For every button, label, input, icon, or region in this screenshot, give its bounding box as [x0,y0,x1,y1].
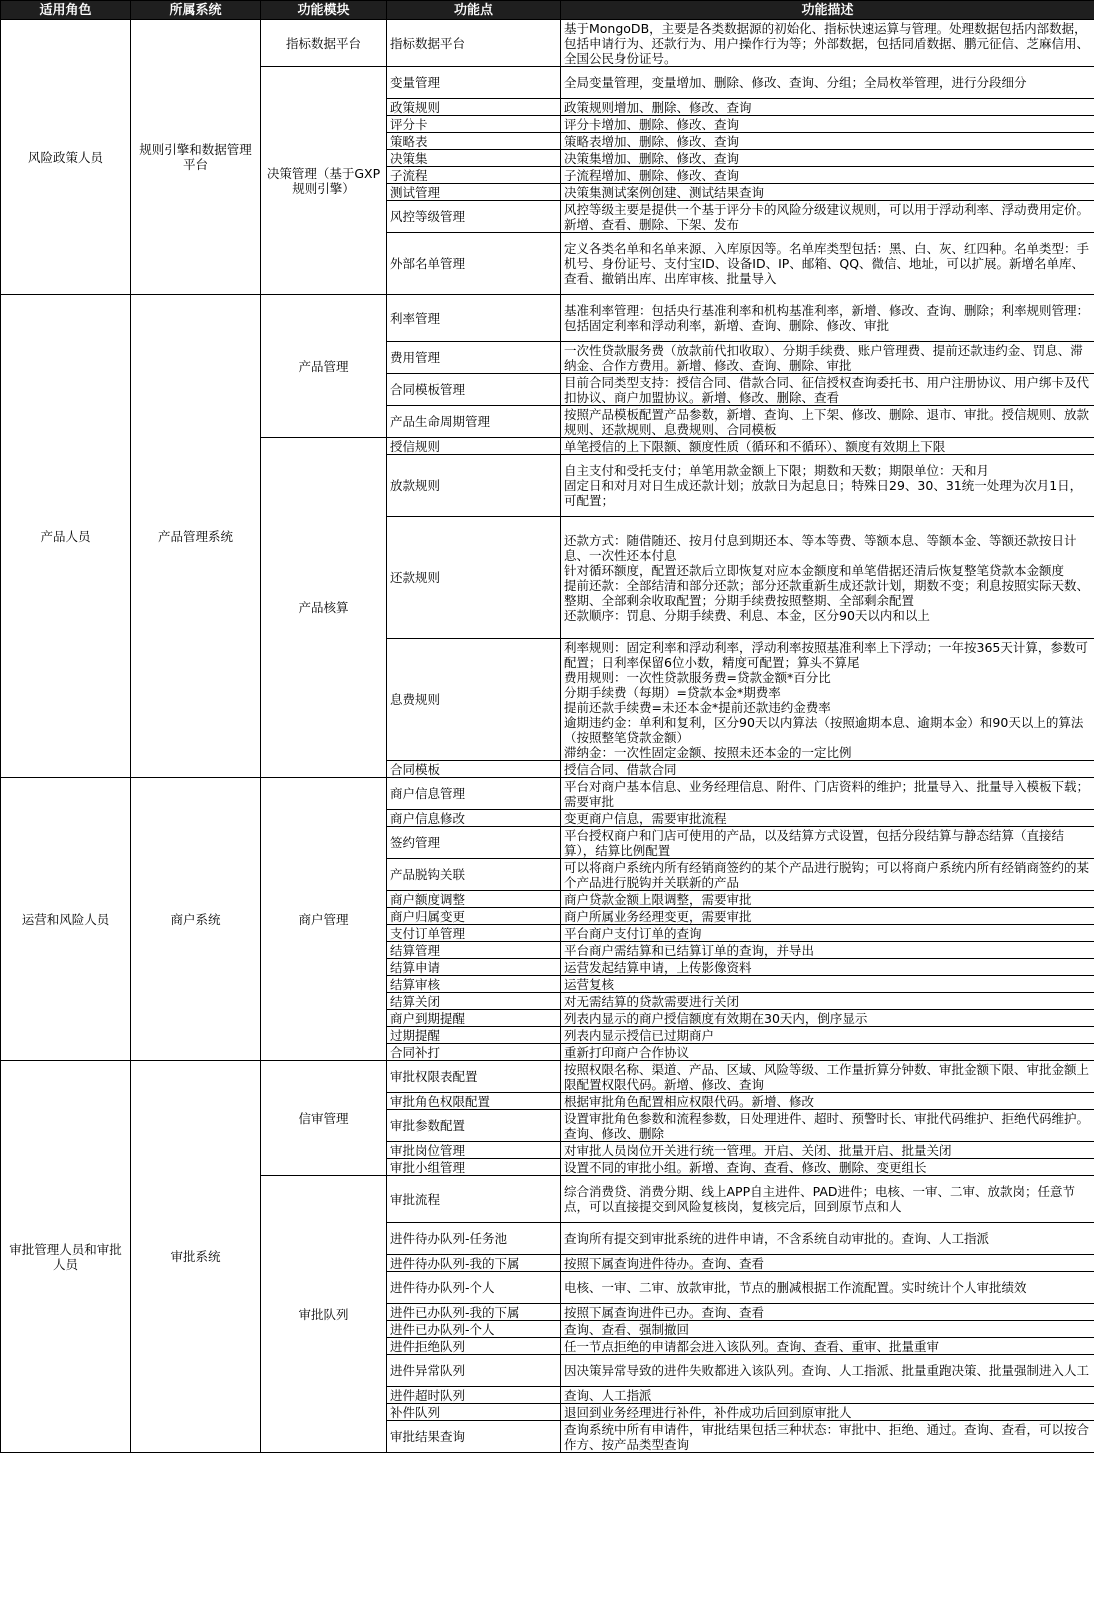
description-cell[interactable]: 单笔授信的上下限额、额度性质（循环和不循环）、额度有效期上下限 [561,438,1094,455]
description-cell[interactable]: 评分卡增加、删除、修改、查询 [561,116,1094,133]
description-cell[interactable]: 电核、一审、二审、放款审批，节点的删减根据工作流配置。实时统计个人审批绩效 [561,1272,1094,1304]
table-row [1,295,1094,342]
feature-cell[interactable]: 结算管理 [387,942,561,959]
description-cell[interactable]: 可以将商户系统内所有经销商签约的某个产品进行脱钩；可以将商户系统内所有经销商签约的某个产品进行脱钩并关联新的产品 [561,859,1094,891]
description-cell[interactable]: 列表内显示授信已过期商户 [561,1027,1094,1044]
feature-cell[interactable]: 合同补打 [387,1044,561,1061]
feature-cell[interactable]: 子流程 [387,167,561,184]
description-cell[interactable]: 风控等级主要是提供一个基于评分卡的风险分级建议规则，可以用于浮动利率、浮动费用定价。新增、查看、删除、下架、发布 [561,201,1094,233]
description-cell[interactable]: 基于MongoDB，主要是各类数据源的初始化、指标快速运算与管理。处理数据包括内部数据，包括申请行为、还款行为、用户操作行为等；外部数据，包括同盾数据、鹏元征信、芝麻信用、全国公民身份证号。 [561,20,1094,67]
feature-cell[interactable]: 变量管理 [387,67,561,99]
system-cell[interactable]: 商户系统 [131,778,261,1061]
description-cell[interactable]: 平台授权商户和门店可使用的产品，以及结算方式设置，包括分段结算与静态结算（直接结算），结算比例配置 [561,827,1094,859]
feature-cell[interactable]: 进件待办队列-个人 [387,1272,561,1304]
description-cell[interactable]: 设置不同的审批小组。新增、查询、查看、修改、删除、变更组长 [561,1159,1094,1176]
system-cell[interactable]: 审批系统 [131,1061,261,1453]
feature-cell[interactable]: 授信规则 [387,438,561,455]
feature-cell[interactable]: 产品生命周期管理 [387,406,561,438]
table-row [1,778,1094,810]
description-cell[interactable]: 任一节点拒绝的申请都会进入该队列。查询、查看、重审、批量重审 [561,1338,1094,1355]
description-cell[interactable]: 策略表增加、删除、修改、查询 [561,133,1094,150]
description-cell[interactable]: 利率规则：固定利率和浮动利率，浮动利率按照基准利率上下浮动；一年按365天计算，参数可配置；日利率保留6位小数，精度可配置；算头不算尾 费用规则：一次性贷款服务费=贷款金额*百分比 分期手续费（每期）=贷款本金*期费率 提前还款手续费=未还本金*提前还款违约金费率 逾期违约金：单利和复利，区分90天以内算法（按照逾期本息、逾期本金）和90天以上的算法（按照整笔贷款金额） 滞纳金：一次性固定金额、按照未还本金的一定比例 [561,639,1094,761]
description-cell[interactable]: 查询所有提交到审批系统的进件申请，不含系统自动审批的。查询、人工指派 [561,1223,1094,1255]
description-cell[interactable]: 变更商户信息，需要审批流程 [561,810,1094,827]
description-cell[interactable]: 运营复核 [561,976,1094,993]
module-cell[interactable]: 商户管理 [261,778,387,1061]
feature-cell[interactable]: 进件超时队列 [387,1387,561,1404]
feature-cell[interactable]: 放款规则 [387,455,561,517]
feature-cell[interactable]: 审批权限表配置 [387,1061,561,1093]
feature-cell[interactable]: 结算关闭 [387,993,561,1010]
feature-cell[interactable]: 补件队列 [387,1404,561,1421]
module-cell[interactable]: 产品管理 [261,295,387,438]
feature-cell[interactable]: 进件异常队列 [387,1355,561,1387]
description-cell[interactable]: 商户所属业务经理变更，需要审批 [561,908,1094,925]
feature-cell[interactable]: 息费规则 [387,639,561,761]
feature-cell[interactable]: 过期提醒 [387,1027,561,1044]
header-system[interactable]: 所属系统 [131,1,261,20]
description-cell[interactable]: 因决策异常导致的进件失败都进入该队列。查询、人工指派、批量重跑决策、批量强制进入人工 [561,1355,1094,1387]
description-cell[interactable]: 授信合同、借款合同 [561,761,1094,778]
module-cell[interactable]: 指标数据平台 [261,20,387,67]
feature-cell[interactable]: 商户信息修改 [387,810,561,827]
description-cell[interactable]: 还款方式：随借随还、按月付息到期还本、等本等费、等额本息、等额本金、等额还款按日计息、一次性还本付息 针对循环额度，配置还款后立即恢复对应本金额度和单笔借据还清后恢复整笔贷款本金额度 提前还款：全部结清和部分还款；部分还款重新生成还款计划，期数不变；利息按照实际天数、整期、全部剩余收取配置；分期手续费按照整期、全部剩余配置 还款顺序：罚息、分期手续费、利息、本金，区分90天以内和以上 [561,517,1094,639]
description-cell[interactable]: 查询系统中所有申请件，审批结果包括三种状态：审批中、拒绝、通过。查询、查看，可以按合作方、按产品类型查询 [561,1421,1094,1453]
description-cell[interactable]: 退回到业务经理进行补件，补件成功后回到原审批人 [561,1404,1094,1421]
feature-cell[interactable]: 外部名单管理 [387,233,561,295]
feature-cell[interactable]: 商户额度调整 [387,891,561,908]
feature-cell[interactable]: 政策规则 [387,99,561,116]
description-cell[interactable]: 决策集增加、删除、修改、查询 [561,150,1094,167]
feature-cell[interactable]: 合同模板 [387,761,561,778]
feature-cell[interactable]: 商户到期提醒 [387,1010,561,1027]
feature-cell[interactable]: 结算审核 [387,976,561,993]
header-description[interactable]: 功能描述 [561,1,1094,20]
description-cell[interactable]: 平台商户支付订单的查询 [561,925,1094,942]
description-cell[interactable]: 商户贷款金额上限调整，需要审批 [561,891,1094,908]
feature-cell[interactable]: 签约管理 [387,827,561,859]
feature-cell[interactable]: 费用管理 [387,342,561,374]
feature-cell[interactable]: 决策集 [387,150,561,167]
system-cell[interactable]: 规则引擎和数据管理平台 [131,20,261,295]
feature-cell[interactable]: 进件拒绝队列 [387,1338,561,1355]
feature-cell[interactable]: 风控等级管理 [387,201,561,233]
feature-cell[interactable]: 合同模板管理 [387,374,561,406]
feature-cell[interactable]: 利率管理 [387,295,561,342]
description-cell[interactable]: 全局变量管理，变量增加、删除、修改、查询、分组；全局枚举管理，进行分段细分 [561,67,1094,99]
feature-cell[interactable]: 结算申请 [387,959,561,976]
description-cell[interactable]: 按照下属查询进件待办。查询、查看 [561,1255,1094,1272]
description-cell[interactable]: 定义各类名单和名单来源、入库原因等。名单库类型包括：黑、白、灰、红四种。名单类型：手机号、身份证号、支付宝ID、设备ID、IP、邮箱、QQ、微信、地址，可以扩展。新增名单库、查看、撤销出库、出库审核、批量导入 [561,233,1094,295]
description-cell[interactable]: 根据审批角色配置相应权限代码。新增、修改 [561,1093,1094,1110]
module-cell[interactable]: 审批队列 [261,1176,387,1453]
description-cell[interactable]: 按照下属查询进件已办。查询、查看 [561,1304,1094,1321]
feature-cell[interactable]: 支付订单管理 [387,925,561,942]
feature-cell[interactable]: 进件待办队列-我的下属 [387,1255,561,1272]
description-cell[interactable]: 设置审批角色参数和流程参数，日处理进件、超时、预警时长、审批代码维护、拒绝代码维护。查询、修改、删除 [561,1110,1094,1142]
feature-cell[interactable]: 审批小组管理 [387,1159,561,1176]
feature-cell[interactable]: 审批结果查询 [387,1421,561,1453]
description-cell[interactable]: 对无需结算的贷款需要进行关闭 [561,993,1094,1010]
feature-cell[interactable]: 审批角色权限配置 [387,1093,561,1110]
feature-cell[interactable]: 进件已办队列-我的下属 [387,1304,561,1321]
feature-cell[interactable]: 审批流程 [387,1176,561,1223]
description-cell[interactable]: 目前合同类型支持：授信合同、借款合同、征信授权查询委托书、用户注册协议、用户绑卡及代扣协议、商户加盟协议。新增、修改、删除、查看 [561,374,1094,406]
feature-cell[interactable]: 指标数据平台 [387,20,561,67]
header-feature[interactable]: 功能点 [387,1,561,20]
table-row [1,1061,1094,1093]
feature-cell[interactable]: 商户归属变更 [387,908,561,925]
description-cell[interactable]: 子流程增加、删除、修改、查询 [561,167,1094,184]
module-cell[interactable]: 产品核算 [261,438,387,778]
header-module[interactable]: 功能模块 [261,1,387,20]
description-cell[interactable]: 查询、查看、强制撤回 [561,1321,1094,1338]
description-cell[interactable]: 平台商户需结算和已结算订单的查询，并导出 [561,942,1094,959]
role-cell[interactable]: 审批管理人员和审批人员 [1,1061,131,1453]
description-cell[interactable]: 综合消费贷、消费分期、线上APP自主进件、PAD进件；电核、一审、二审、放款岗；任意节点，可以直接提交到风险复核岗，复核完后，回到原节点和人 [561,1176,1094,1223]
description-cell[interactable]: 对审批人员岗位开关进行统一管理。开启、关闭、批量开启、批量关闭 [561,1142,1094,1159]
description-cell[interactable]: 平台对商户基本信息、业务经理信息、附件、门店资料的维护；批量导入、批量导入模板下载；需要审批 [561,778,1094,810]
table-row [1,20,1094,67]
role-cell[interactable]: 风险政策人员 [1,20,131,295]
description-cell[interactable]: 运营发起结算申请，上传影像资料 [561,959,1094,976]
description-cell[interactable]: 重新打印商户合作协议 [561,1044,1094,1061]
feature-cell[interactable]: 进件待办队列-任务池 [387,1223,561,1255]
role-cell[interactable]: 运营和风险人员 [1,778,131,1061]
description-cell[interactable]: 按照产品模板配置产品参数，新增、查询、上下架、修改、删除、退市、审批。授信规则、放款规则、还款规则、息费规则、合同模板 [561,406,1094,438]
description-cell[interactable]: 查询、人工指派 [561,1387,1094,1404]
feature-cell[interactable]: 策略表 [387,133,561,150]
description-cell[interactable]: 基准利率管理：包括央行基准利率和机构基准利率，新增、修改、查询、删除；利率规则管理：包括固定利率和浮动利率，新增、查询、删除、修改、审批 [561,295,1094,342]
description-cell[interactable]: 按照权限名称、渠道、产品、区域、风险等级、工作量折算分钟数、审批金额下限、审批金额上限配置权限代码。新增、修改、查询 [561,1061,1094,1093]
description-cell[interactable]: 列表内显示的商户授信额度有效期在30天内，倒序显示 [561,1010,1094,1027]
feature-cell[interactable]: 商户信息管理 [387,778,561,810]
description-cell[interactable]: 一次性贷款服务费（放款前代扣收取）、分期手续费、账户管理费、提前还款违约金、罚息、滞纳金、合作方费用。新增、修改、查询、删除、审批 [561,342,1094,374]
feature-cell[interactable]: 还款规则 [387,517,561,639]
feature-cell[interactable]: 测试管理 [387,184,561,201]
role-cell[interactable]: 产品人员 [1,295,131,778]
feature-cell[interactable]: 审批岗位管理 [387,1142,561,1159]
system-cell[interactable]: 产品管理系统 [131,295,261,778]
feature-cell[interactable]: 进件已办队列-个人 [387,1321,561,1338]
feature-cell[interactable]: 评分卡 [387,116,561,133]
module-cell[interactable]: 信审管理 [261,1061,387,1176]
module-cell[interactable]: 决策管理（基于GXP规则引擎） [261,67,387,295]
header-role[interactable]: 适用角色 [1,1,131,20]
header-row [1,1,1094,20]
feature-cell[interactable]: 审批参数配置 [387,1110,561,1142]
feature-cell[interactable]: 产品脱钩关联 [387,859,561,891]
description-cell[interactable]: 决策集测试案例创建、测试结果查询 [561,184,1094,201]
description-cell[interactable]: 自主支付和受托支付；单笔用款金额上下限；期数和天数；期限单位：天和月 固定日和对月对日生成还款计划；放款日为起息日；特殊日29、30、31统一处理为次月1日，可配置； [561,455,1094,517]
description-cell[interactable]: 政策规则增加、删除、修改、查询 [561,99,1094,116]
